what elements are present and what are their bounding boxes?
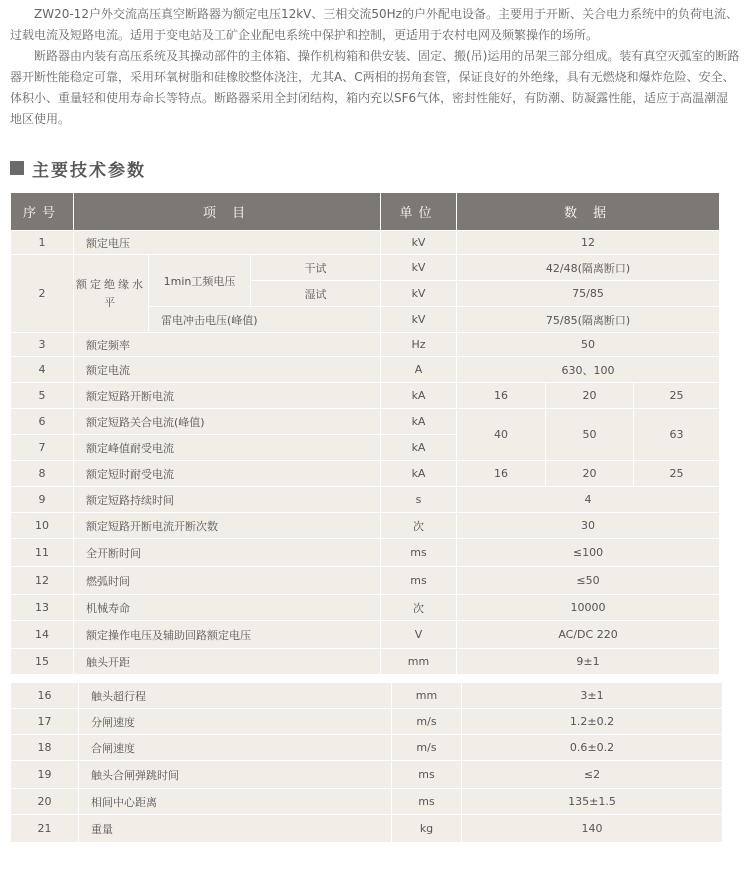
row-value: 140 bbox=[462, 815, 723, 843]
row-item: 燃弧时间 bbox=[74, 567, 381, 595]
wet-test-label: 湿试 bbox=[251, 281, 381, 307]
table-row bbox=[11, 735, 723, 761]
intro-paragraph-1: ZW20-12户外交流高压真空断路器为额定电压12kV、三相交流50Hz的户外配电设备。主要用于开断、关合电力系统中的负荷电流、过载电流及短路电流。适用于变电站及工矿企业配电系统中保护和控制，更适用于农村电网及频繁操作的场所。 bbox=[10, 7, 738, 42]
row-unit: kV bbox=[381, 231, 457, 255]
row-value: ≤50 bbox=[457, 567, 720, 595]
row-no: 4 bbox=[11, 357, 74, 383]
table-row bbox=[11, 255, 720, 281]
row-no: 16 bbox=[11, 683, 79, 709]
dry-test-label: 干试 bbox=[251, 255, 381, 281]
insulation-level-label: 额定绝缘水平 bbox=[74, 255, 149, 333]
row-value: 4 bbox=[457, 487, 720, 513]
row-no: 5 bbox=[11, 383, 74, 409]
row-no: 1 bbox=[11, 231, 74, 255]
spec-table-upper bbox=[10, 192, 720, 675]
table-row bbox=[11, 461, 720, 487]
row-unit: mm bbox=[392, 683, 462, 709]
row-value: 20 bbox=[546, 383, 634, 409]
table-header-row bbox=[11, 193, 720, 231]
row-unit: s bbox=[381, 487, 457, 513]
row-value: 630、100 bbox=[457, 357, 720, 383]
row-no: 2 bbox=[11, 255, 74, 333]
row-value: 9±1 bbox=[457, 649, 720, 675]
row-unit: ms bbox=[392, 789, 462, 815]
row-unit: kV bbox=[381, 307, 457, 333]
table-row bbox=[11, 487, 720, 513]
spec-table-lower bbox=[10, 682, 723, 843]
row-value: 16 bbox=[457, 383, 546, 409]
power-frequency-label: 1min工频电压 bbox=[149, 255, 251, 307]
row-value: 25 bbox=[634, 461, 720, 487]
row-value: ≤100 bbox=[457, 539, 720, 567]
table-row bbox=[11, 683, 723, 709]
row-value: 50 bbox=[546, 409, 634, 461]
row-item: 触头开距 bbox=[74, 649, 381, 675]
row-item: 额定短路开断电流 bbox=[74, 383, 381, 409]
row-value: 50 bbox=[457, 333, 720, 357]
row-item: 额定短路关合电流(峰值) bbox=[74, 409, 381, 435]
row-unit: 次 bbox=[381, 513, 457, 539]
row-value: 135±1.5 bbox=[462, 789, 723, 815]
row-item: 额定短时耐受电流 bbox=[74, 461, 381, 487]
row-item: 额定频率 bbox=[74, 333, 381, 357]
row-item: 额定操作电压及辅助回路额定电压 bbox=[74, 621, 381, 649]
row-item: 额定短路开断电流开断次数 bbox=[74, 513, 381, 539]
row-unit: ms bbox=[392, 761, 462, 789]
row-value: 3±1 bbox=[462, 683, 723, 709]
row-value: ≤2 bbox=[462, 761, 723, 789]
row-item: 额定峰值耐受电流 bbox=[74, 435, 381, 461]
table-row bbox=[11, 567, 720, 595]
row-no: 9 bbox=[11, 487, 74, 513]
row-value: 75/85 bbox=[457, 281, 720, 307]
row-unit: ms bbox=[381, 567, 457, 595]
row-item: 全开断时间 bbox=[74, 539, 381, 567]
table-row bbox=[11, 231, 720, 255]
row-unit: m/s bbox=[392, 735, 462, 761]
row-item: 分闸速度 bbox=[79, 709, 392, 735]
row-item: 额定电压 bbox=[74, 231, 381, 255]
row-item: 机械寿命 bbox=[74, 595, 381, 621]
row-no: 20 bbox=[11, 789, 79, 815]
intro-paragraph-2: 断路器由内装有高压系统及其操动部件的主体箱、操作机构箱和供安装、固定、搬(吊)运用的吊架三部分组成。装有真空灭弧室的断路器开断性能稳定可靠，采用环氧树脂和硅橡胶整体浇注，尤其A、C两相的拐角套管，保证良好的外绝缘，具有无燃烧和爆炸危险、安全、体积小、重量轻和使用寿命长等特点。断路器采用全封闭结构，箱内充以SF6气体，密封性能好，有防潮、防凝露性能，适应于高温潮湿地区使用。 bbox=[10, 49, 740, 126]
section-heading bbox=[10, 156, 146, 180]
row-value: AC/DC 220 bbox=[457, 621, 720, 649]
row-unit: kg bbox=[392, 815, 462, 843]
header-no: 序号 bbox=[11, 193, 74, 231]
row-unit: 次 bbox=[381, 595, 457, 621]
table-row bbox=[11, 815, 723, 843]
header-item: 项 目 bbox=[74, 193, 381, 231]
row-item: 重量 bbox=[79, 815, 392, 843]
row-item: 触头合闸弹跳时间 bbox=[79, 761, 392, 789]
table-row bbox=[11, 409, 720, 435]
row-unit: mm bbox=[381, 649, 457, 675]
row-no: 12 bbox=[11, 567, 74, 595]
row-unit: ms bbox=[381, 539, 457, 567]
row-no: 11 bbox=[11, 539, 74, 567]
table-row bbox=[11, 539, 720, 567]
table-row bbox=[11, 761, 723, 789]
row-value: 20 bbox=[546, 461, 634, 487]
table-row bbox=[11, 333, 720, 357]
lightning-impulse-label: 雷电冲击电压(峰值) bbox=[149, 307, 381, 333]
row-unit: kA bbox=[381, 383, 457, 409]
row-no: 6 bbox=[11, 409, 74, 435]
table-row bbox=[11, 595, 720, 621]
row-value: 16 bbox=[457, 461, 546, 487]
row-item: 额定电流 bbox=[74, 357, 381, 383]
row-unit: A bbox=[381, 357, 457, 383]
table-row bbox=[11, 649, 720, 675]
row-item: 相间中心距离 bbox=[79, 789, 392, 815]
row-unit: kV bbox=[381, 281, 457, 307]
table-row bbox=[11, 789, 723, 815]
row-no: 19 bbox=[11, 761, 79, 789]
row-value: 25 bbox=[634, 383, 720, 409]
row-value: 10000 bbox=[457, 595, 720, 621]
row-value: 42/48(隔离断口) bbox=[457, 255, 720, 281]
header-data: 数 据 bbox=[457, 193, 720, 231]
row-no: 3 bbox=[11, 333, 74, 357]
row-value: 30 bbox=[457, 513, 720, 539]
table-row bbox=[11, 621, 720, 649]
row-unit: kA bbox=[381, 435, 457, 461]
row-no: 8 bbox=[11, 461, 74, 487]
row-item: 额定短路持续时间 bbox=[74, 487, 381, 513]
row-value: 40 bbox=[457, 409, 546, 461]
table-row bbox=[11, 709, 723, 735]
row-value: 0.6±0.2 bbox=[462, 735, 723, 761]
row-value: 1.2±0.2 bbox=[462, 709, 723, 735]
row-no: 15 bbox=[11, 649, 74, 675]
square-bullet-icon bbox=[10, 161, 24, 175]
row-no: 21 bbox=[11, 815, 79, 843]
row-item: 合闸速度 bbox=[79, 735, 392, 761]
row-item: 触头超行程 bbox=[79, 683, 392, 709]
row-no: 14 bbox=[11, 621, 74, 649]
table-row bbox=[11, 513, 720, 539]
row-no: 18 bbox=[11, 735, 79, 761]
row-unit: Hz bbox=[381, 333, 457, 357]
row-unit: m/s bbox=[392, 709, 462, 735]
header-unit: 单位 bbox=[381, 193, 457, 231]
row-unit: kA bbox=[381, 409, 457, 435]
row-unit: V bbox=[381, 621, 457, 649]
row-value: 75/85(隔离断口) bbox=[457, 307, 720, 333]
row-no: 10 bbox=[11, 513, 74, 539]
table-row bbox=[11, 357, 720, 383]
section-title: 主要技术参数 bbox=[32, 160, 146, 181]
row-unit: kA bbox=[381, 461, 457, 487]
row-unit: kV bbox=[381, 255, 457, 281]
table-row bbox=[11, 383, 720, 409]
row-no: 7 bbox=[11, 435, 74, 461]
intro-text bbox=[10, 4, 740, 130]
row-no: 17 bbox=[11, 709, 79, 735]
row-value: 12 bbox=[457, 231, 720, 255]
row-no: 13 bbox=[11, 595, 74, 621]
row-value: 63 bbox=[634, 409, 720, 461]
